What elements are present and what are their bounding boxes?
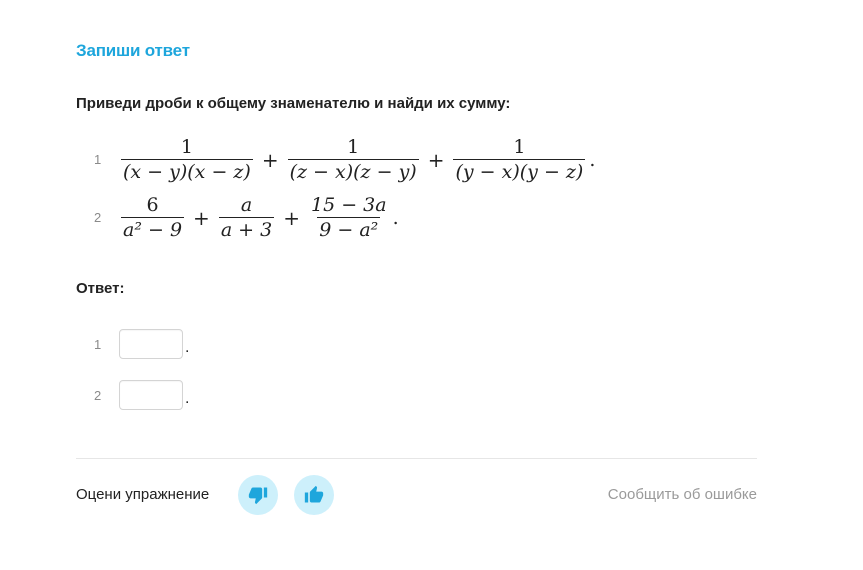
fraction-numerator: 15 − 3a (311, 194, 387, 216)
fraction (121, 136, 253, 184)
fraction-numerator: 1 (513, 136, 526, 158)
answer-input-2[interactable] (119, 380, 183, 410)
like-button[interactable] (294, 475, 334, 515)
equation-row-1 (94, 136, 595, 184)
fraction-denominator: (y − x)(y − z) (455, 160, 584, 183)
fraction (219, 194, 274, 242)
equation-number: 1 (94, 152, 102, 168)
thumbs-down-icon (248, 485, 268, 505)
answer-row-1 (94, 329, 189, 359)
fraction-numerator: 1 (180, 136, 193, 158)
equation-end-period: . (392, 206, 399, 229)
thumbs-up-icon (304, 485, 324, 505)
answer-label: Ответ: (76, 280, 125, 297)
equation-number: 2 (94, 210, 102, 226)
fraction-denominator: a + 3 (220, 218, 273, 241)
rate-exercise-label: Оцени упражнение (76, 486, 210, 503)
section-title: Запиши ответ (76, 41, 190, 60)
fraction-denominator: (z − x)(z − y) (289, 160, 417, 183)
equation-expression (118, 194, 399, 242)
fraction (309, 194, 389, 242)
answer-input-1[interactable] (119, 329, 183, 359)
fraction-numerator: 6 (146, 194, 159, 216)
fraction-denominator: a² − 9 (123, 218, 183, 241)
fraction (288, 136, 419, 184)
equation-expression (118, 136, 595, 184)
dislike-button[interactable] (238, 475, 278, 515)
fraction (453, 136, 585, 184)
task-instruction: Приведи дроби к общему знаменателю и найди их сумму: (76, 95, 511, 112)
plus-operator: + (261, 147, 279, 172)
answer-end-period: . (185, 339, 190, 356)
footer-divider (76, 458, 757, 459)
fraction (121, 194, 184, 242)
fraction-denominator: 9 − a² (319, 218, 379, 241)
plus-operator: + (193, 205, 210, 230)
report-error-link[interactable]: Сообщить об ошибке (607, 486, 757, 503)
fraction-numerator: a (240, 194, 253, 216)
answer-number: 2 (94, 387, 102, 403)
answer-end-period: . (185, 390, 190, 407)
answer-row-2 (94, 380, 189, 410)
fraction-numerator: 1 (347, 136, 360, 158)
answer-number: 1 (94, 336, 102, 352)
equation-row-2 (94, 194, 399, 242)
plus-operator: + (283, 205, 300, 230)
equation-end-period: . (589, 148, 596, 171)
plus-operator: + (427, 147, 445, 172)
fraction-denominator: (x − y)(x − z) (123, 160, 251, 183)
